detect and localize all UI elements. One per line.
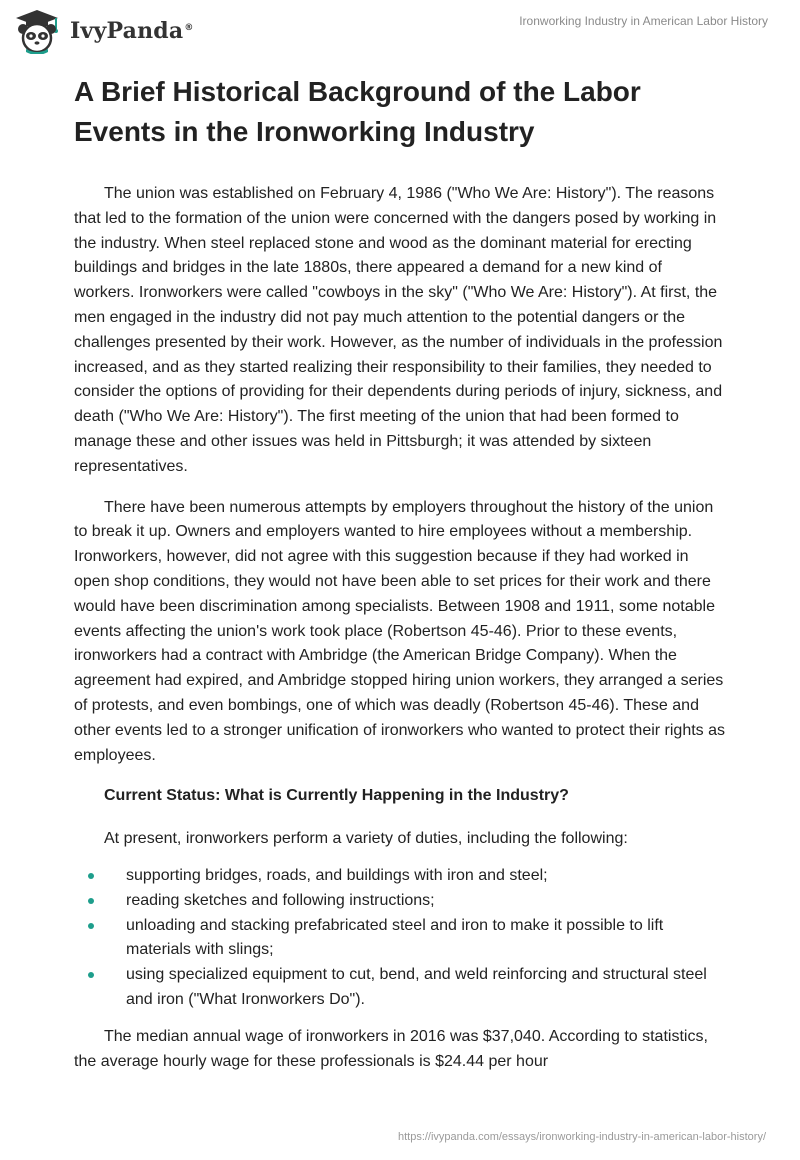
running-title: Ironworking Industry in American Labor History bbox=[519, 14, 768, 28]
paragraph-wages: The median annual wage of ironworkers in 2016 was $37,040. According to statistics, the average hourly wage for these professionals is $24.44 per hour bbox=[74, 1027, 708, 1070]
list-item: reading sketches and following instructions; bbox=[74, 889, 726, 914]
article-body bbox=[74, 72, 726, 1074]
paragraph-history: The union was established on February 4, 1986 ("Who We Are: History"). The reasons that led to the formation of the union were concerned with the dangers posed by working in the industry. When steel replaced stone and wood as the dominant material for erecting buildings and bridges in the late 1880s, there appeared a demand for a new kind of workers. Ironworkers were called "cowboys in the sky" ("Who We Are: History"). At first, the men engaged in the industry did not pay much attention to the potential dangers or the challenges presented by their work. However, as the number of individuals in the profession increased, and as they started realizing their responsibility to their families, they needed to consider the options of providing for their dependents during periods of injury, sickness, and death ("Who We Are: History"). The first meeting of the union that had been formed to manage these and other issues was held in Pittsburgh; it was attended by sixteen representatives. bbox=[74, 185, 723, 475]
list-item: using specialized equipment to cut, bend, and weld reinforcing and structural steel and iron ("What Ironworkers Do"). bbox=[74, 963, 726, 1013]
bullet-icon bbox=[88, 972, 94, 978]
section-heading-current-status: Current Status: What is Currently Happening in the Industry? bbox=[104, 787, 569, 805]
article-title: A Brief Historical Background of the Labor Events in the Ironworking Industry bbox=[74, 76, 641, 147]
duties-list bbox=[74, 864, 726, 1013]
bullet-icon bbox=[88, 873, 94, 879]
source-url[interactable]: https://ivypanda.com/essays/ironworking-industry-in-american-labor-history/ bbox=[397, 1131, 766, 1143]
bullet-icon bbox=[88, 923, 94, 929]
list-intro: At present, ironworkers perform a variety of duties, including the following: bbox=[104, 830, 628, 848]
page-header bbox=[0, 0, 800, 60]
brand-name: IvyPanda® bbox=[70, 18, 194, 44]
registered-mark: ® bbox=[184, 22, 194, 33]
list-item: unloading and stacking prefabricated steel and iron to make it possible to lift materials with slings; bbox=[74, 914, 726, 964]
bullet-icon bbox=[88, 898, 94, 904]
panda-graduate-icon bbox=[12, 8, 62, 54]
paragraph-conflicts: There have been numerous attempts by employers throughout the history of the union to break it up. Owners and employers wanted to hire employees without a membership. Ironworkers, however, did not agree with this suggestion because if they had worked in open shop conditions, they would not have been able to set prices for their work and there would have been discrimination among specialists. Between 1908 and 1911, some notable events affecting the union's work took place (Robertson 45-46). Prior to these events, ironworkers had a contract with Ambridge (the American Bridge Company). When the agreement had expired, and Ambridge stopped hiring union workers, they arranged a series of protests, and even bombings, one of which was deadly (Robertson 45-46). These and other events led to a stronger unification of ironworkers who wanted to protect their rights as employees. bbox=[74, 498, 726, 764]
list-item: supporting bridges, roads, and buildings with iron and steel; bbox=[74, 864, 726, 889]
brand-logo[interactable] bbox=[12, 8, 194, 54]
